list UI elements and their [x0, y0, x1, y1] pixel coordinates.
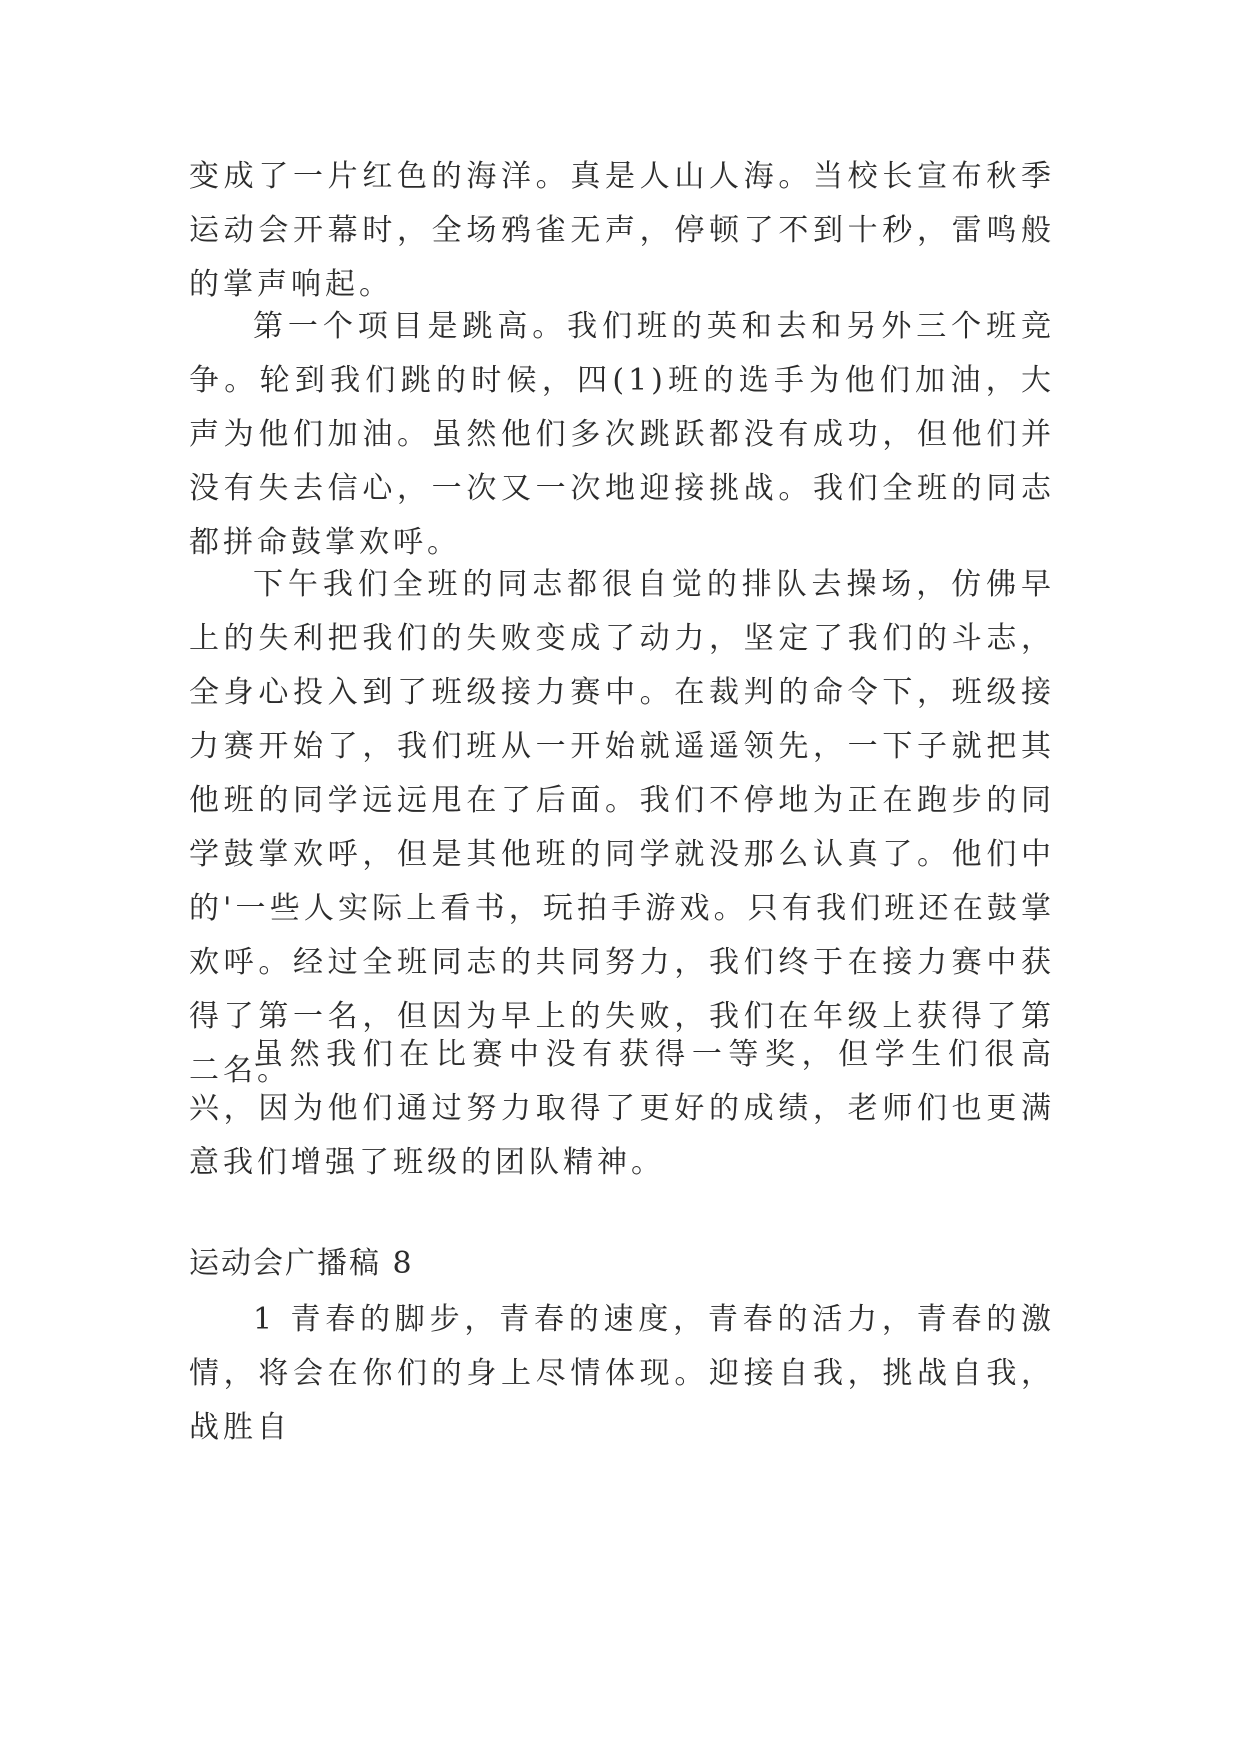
paragraph-conclusion: 虽然我们在比赛中没有获得一等奖，但学生们很高兴，因为他们通过努力取得了更好的成绩，老师们也更满意我们增强了班级的团队精神。 [189, 1037, 1055, 1180]
paragraph-relay-race: 下午我们全班的同志都很自觉的排队去操场，仿佛早上的失利把我们的失败变成了动力，坚定了我们的斗志，全身心投入到了班级接力赛中。在裁判的命令下，班级接力赛开始了，我们班从一开始就遥遥领先，一下子就把其他班的同学远远甩在了后面。我们不停地为正在跑步的同学鼓掌欢呼，但是其他班的同学就没那么认真了。他们中的'一些人实际上看书，玩拍手游戏。只有我们班还在鼓掌欢呼。经过全班同志的共同努力，我们终于在接力赛中获得了第一名，但因为早上的失败，我们在年级上获得了第二名。 [189, 567, 1055, 1088]
paragraph-high-jump: 第一个项目是跳高。我们班的英和去和另外三个班竞争。轮到我们跳的时候，四(1)班的选手为他们加油，大声为他们加油。虽然他们多次跳跃都没有成功，但他们并没有失去信心，一次又一次地迎接挑战。我们全班的同志都拼命鼓掌欢呼。 [189, 309, 1055, 560]
section-heading: 运动会广播稿 8 [189, 1246, 414, 1281]
paragraph-broadcast-intro: 1 青春的脚步，青春的速度，青春的活力，青春的激情，将会在你们的身上尽情体现。迎接自我，挑战自我，战胜自 [189, 1302, 1055, 1445]
paragraph-opening: 变成了一片红色的海洋。真是人山人海。当校长宣布秋季运动会开幕时，全场鸦雀无声，停顿了不到十秒，雷鸣般的掌声响起。 [189, 159, 1055, 302]
